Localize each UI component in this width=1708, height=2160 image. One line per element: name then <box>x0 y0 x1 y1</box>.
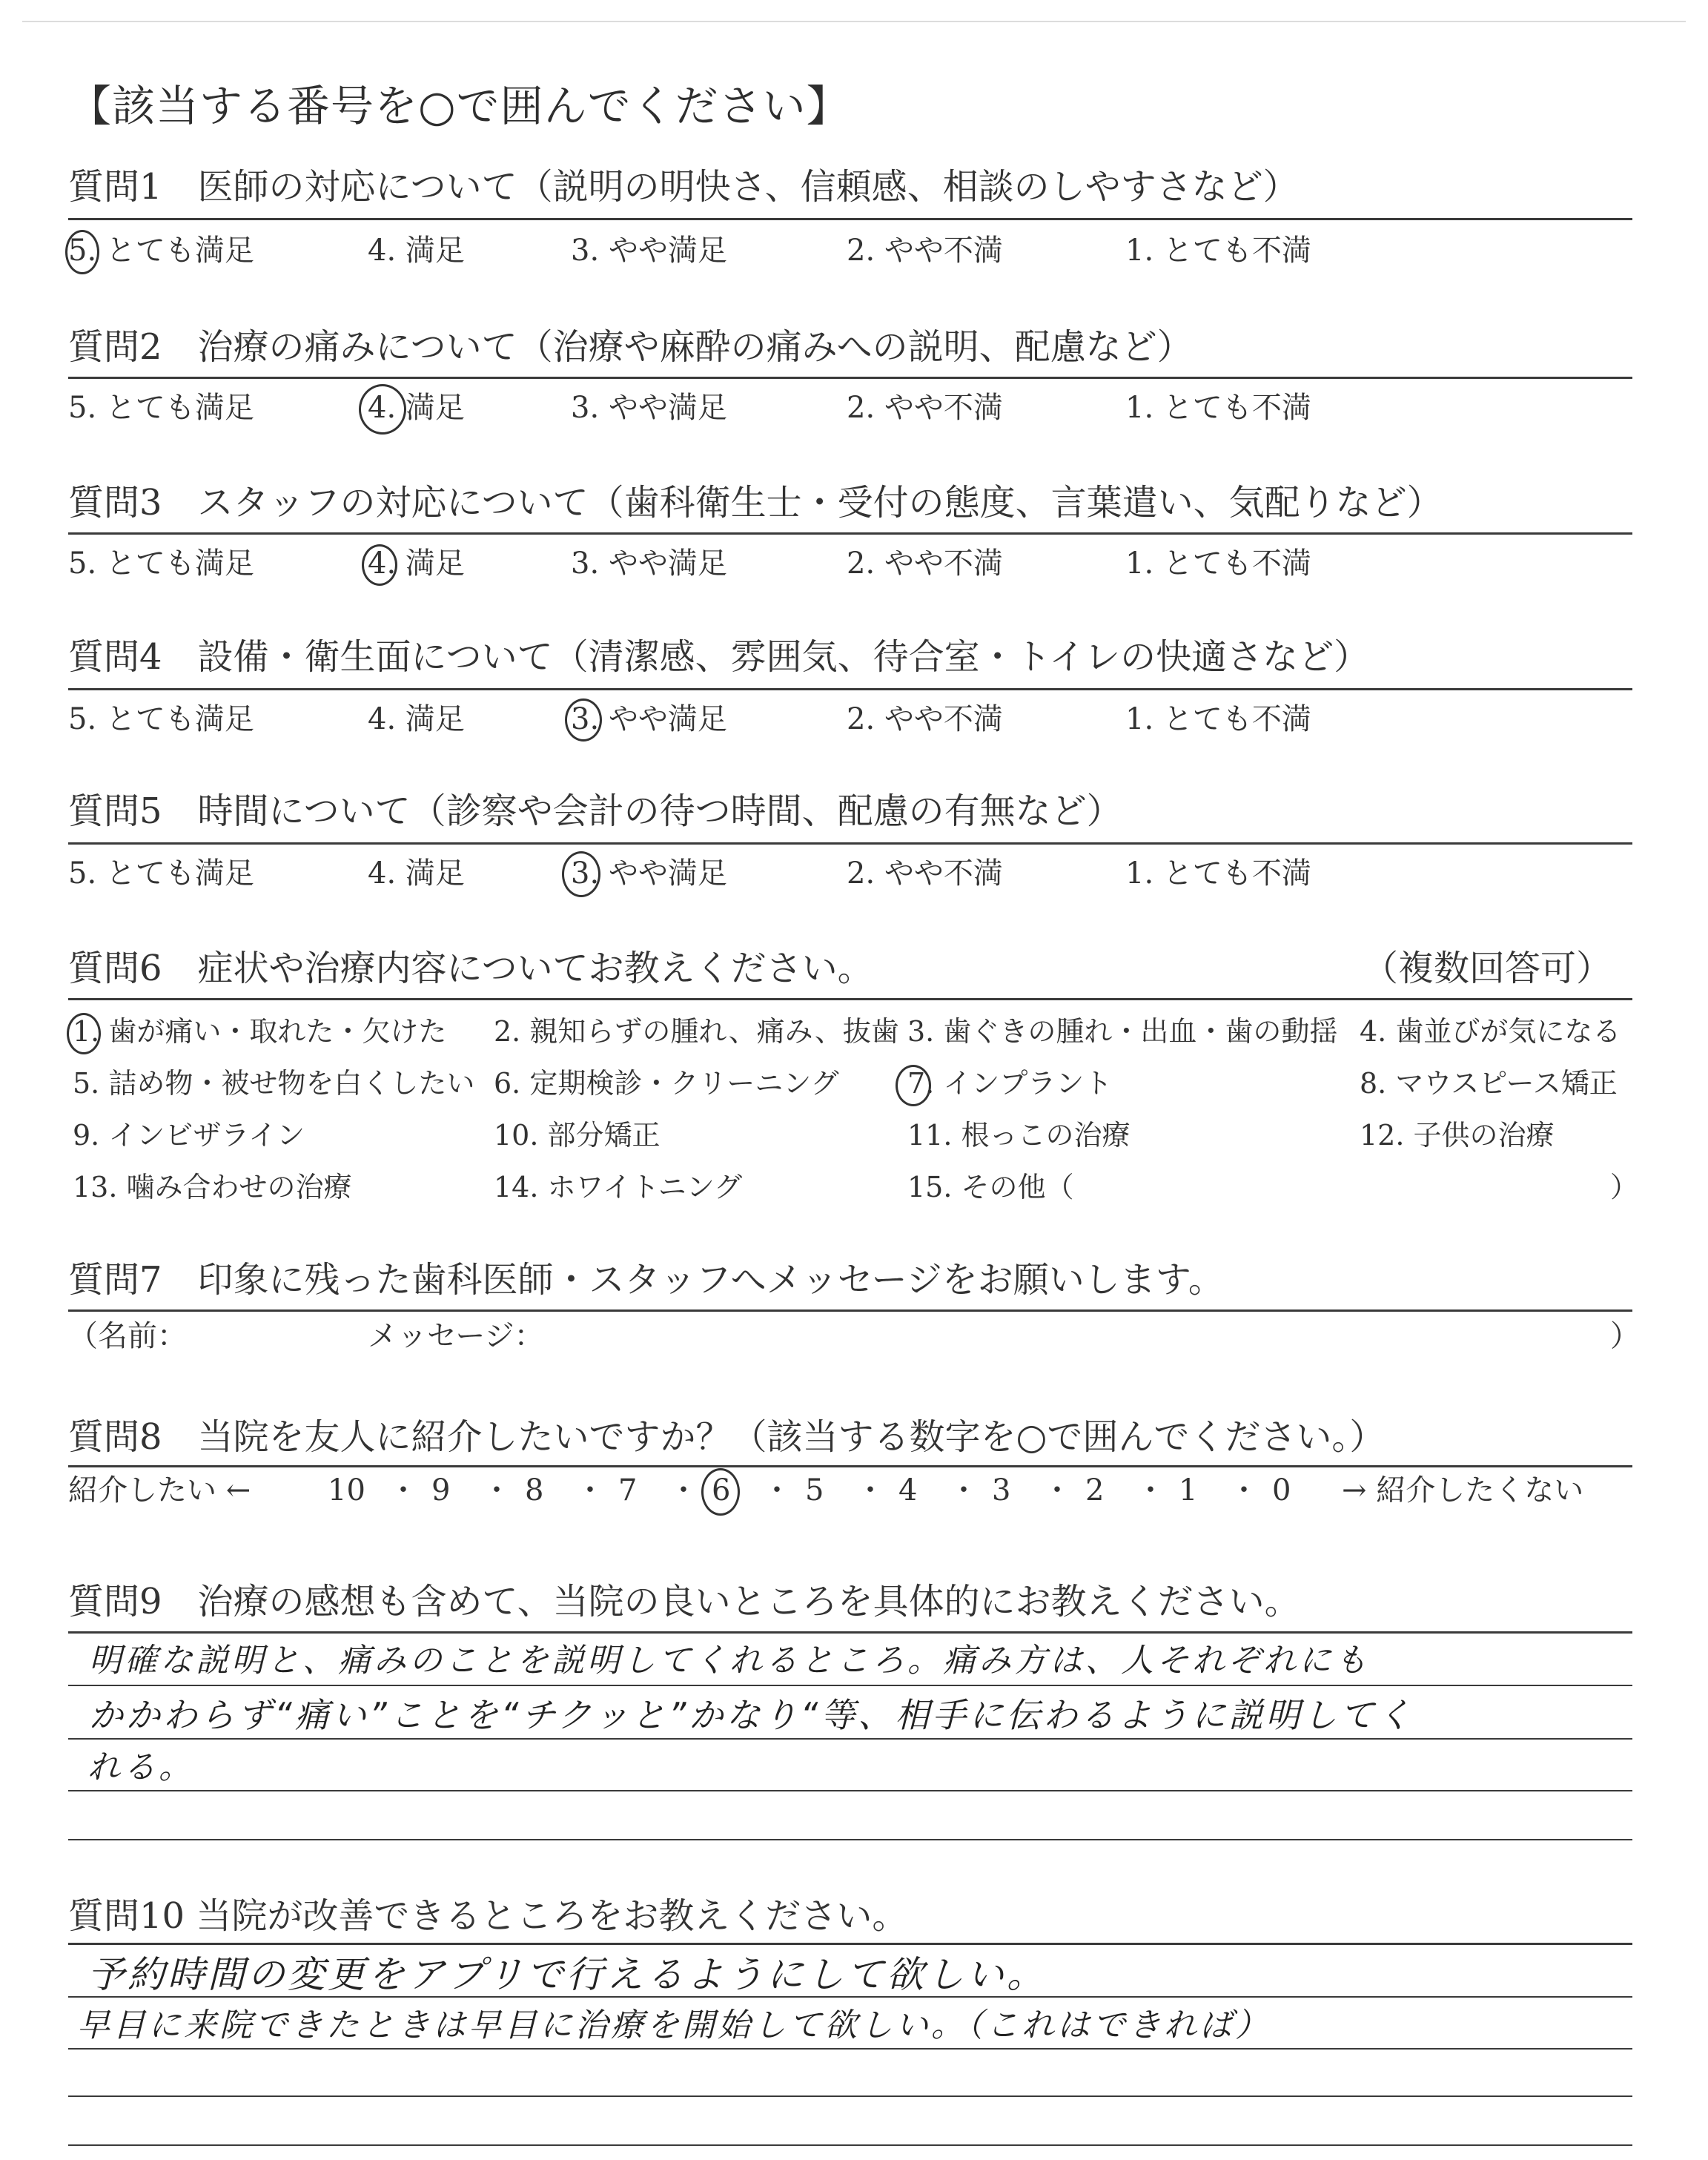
q7-rule <box>68 1309 1632 1312</box>
q8-dot: ・ <box>1229 1473 1259 1507</box>
q10-answer-rule-1 <box>68 1996 1632 1998</box>
q4-option-4[interactable]: 4. 満足 <box>368 702 465 736</box>
q3-option-1[interactable]: 1. とても不満 <box>1125 546 1311 581</box>
q7-name-label: （名前： <box>68 1319 187 1353</box>
q8-dot: ・ <box>949 1473 979 1507</box>
q6-selected-circle-7 <box>896 1065 931 1106</box>
q1-rule <box>68 218 1632 220</box>
q8-rule <box>68 1465 1632 1467</box>
q8-dot: ・ <box>575 1473 605 1507</box>
q5-option-2[interactable]: 2. やや不満 <box>847 856 1003 891</box>
q8-scale-6[interactable]: 6 <box>712 1473 731 1507</box>
q8-scale-9[interactable]: 9 <box>431 1473 451 1507</box>
q8-scale-1[interactable]: 1 <box>1179 1473 1198 1507</box>
q2-option-5[interactable]: 5. とても満足 <box>68 391 254 425</box>
q3-option-4[interactable]: 4. 満足 <box>368 546 465 581</box>
q8-scale-0[interactable]: 0 <box>1272 1473 1291 1507</box>
q5-option-5[interactable]: 5. とても満足 <box>68 856 254 891</box>
q8-right-label: → 紹介したくない <box>1342 1473 1584 1507</box>
q8-scale-5[interactable]: 5 <box>805 1473 824 1507</box>
q2-option-1[interactable]: 1. とても不満 <box>1125 391 1311 425</box>
q8-scale <box>68 1473 1632 1513</box>
q1-option-1[interactable]: 1. とても不満 <box>1125 234 1311 268</box>
q8-scale-10[interactable]: 10 <box>328 1473 365 1507</box>
q8-scale-2[interactable]: 2 <box>1085 1473 1105 1507</box>
q10-answer-rule-3 <box>68 2095 1632 2097</box>
q6-item-14[interactable]: 14. ホワイトニング <box>494 1171 743 1203</box>
q4-rule <box>68 688 1632 690</box>
q1-selected-circle <box>65 230 99 274</box>
q2-option-3[interactable]: 3. やや満足 <box>571 391 727 425</box>
q10-rule <box>68 1943 1632 1945</box>
q1-option-2[interactable]: 2. やや不満 <box>847 234 1003 268</box>
q7-message-label: メッセージ： <box>368 1319 544 1353</box>
q1-title: 質問1 医師の対応について（説明の明快さ、信頼感、相談のしやすさなど） <box>68 166 1299 208</box>
q1-option-4[interactable]: 4. 満足 <box>368 234 465 268</box>
q8-title: 質問8 当院を友人に紹介したいですか？（該当する数字を○で囲んでください。） <box>68 1416 1386 1458</box>
q6-item-4[interactable]: 4. 歯並びが気になる <box>1360 1015 1621 1048</box>
q2-rule <box>68 377 1632 379</box>
q5-selected-circle <box>562 851 600 897</box>
q6-item-10[interactable]: 10. 部分矯正 <box>494 1119 661 1152</box>
q6-item-12[interactable]: 12. 子供の治療 <box>1360 1119 1555 1152</box>
q9-answer-rule-4 <box>68 1839 1632 1840</box>
q6-item-13[interactable]: 13. 噛み合わせの治療 <box>73 1171 352 1203</box>
page-title: 【該当する番号を○で囲んでください】 <box>68 81 850 131</box>
q6-rule <box>68 998 1632 1000</box>
q10-answer-line-2: 早目に来院できたときは早目に治療を開始して欲しい。（これはできれば） <box>77 2007 1271 2044</box>
q6-item-6[interactable]: 6. 定期検診・クリーニング <box>494 1067 839 1100</box>
q2-option-4[interactable]: 4. 満足 <box>368 391 465 425</box>
q6-item-5[interactable]: 5. 詰め物・被せ物を白くしたい <box>73 1067 475 1100</box>
q6-title: 質問6 症状や治療内容についてお教えください。 <box>68 948 873 989</box>
q10-title: 質問10 当院が改善できるところをお教えください。 <box>68 1895 908 1937</box>
q6-item-3[interactable]: 3. 歯ぐきの腫れ・出血・歯の動揺 <box>907 1015 1338 1048</box>
q5-option-4[interactable]: 4. 満足 <box>368 856 465 891</box>
q6-item-1[interactable]: 1. 歯が痛い・取れた・欠けた <box>73 1015 447 1048</box>
q10-answer-rule-4 <box>68 2144 1632 2146</box>
q6-item-2[interactable]: 2. 親知らずの腫れ、痛み、抜歯 <box>494 1015 899 1048</box>
q4-option-3[interactable]: 3. やや満足 <box>571 702 727 736</box>
q8-left-label: 紹介したい ← <box>68 1473 251 1507</box>
q5-rule <box>68 842 1632 845</box>
q8-scale-7[interactable]: 7 <box>618 1473 638 1507</box>
q4-selected-circle <box>565 698 602 742</box>
q3-title: 質問3 スタッフの対応について（歯科衛生士・受付の態度、言葉遣い、気配りなど） <box>68 482 1443 524</box>
q6-item-11[interactable]: 11. 根っこの治療 <box>907 1119 1131 1152</box>
q8-selected-circle <box>701 1468 740 1516</box>
q2-title: 質問2 治療の痛みについて（治療や麻酔の痛みへの説明、配慮など） <box>68 326 1193 368</box>
q8-dot: ・ <box>482 1473 512 1507</box>
q9-title: 質問9 治療の感想も含めて、当院の良いところを具体的にお教えください。 <box>68 1581 1300 1622</box>
q4-option-5[interactable]: 5. とても満足 <box>68 702 254 736</box>
q8-scale-8[interactable]: 8 <box>525 1473 544 1507</box>
q4-title: 質問4 設備・衛生面について（清潔感、雰囲気、待合室・トイレの快適さなど） <box>68 636 1370 678</box>
q9-rule <box>68 1631 1632 1634</box>
q9-answer-line-2: かかわらず“痛い”ことを“チクッと”かなり“等、相手に伝わるように説明してく <box>89 1695 1414 1735</box>
q1-option-3[interactable]: 3. やや満足 <box>571 234 727 268</box>
q5-title: 質問5 時間について（診察や会計の待つ時間、配慮の有無など） <box>68 790 1122 832</box>
q3-selected-circle <box>362 544 397 586</box>
q5-option-1[interactable]: 1. とても不満 <box>1125 856 1311 891</box>
q8-dot: ・ <box>855 1473 885 1507</box>
q6-item-8[interactable]: 8. マウスピース矯正 <box>1360 1067 1618 1100</box>
q10-answer-rule-2 <box>68 2048 1632 2050</box>
q9-answer-rule-3 <box>68 1790 1632 1791</box>
q8-dot: ・ <box>388 1473 418 1507</box>
q2-selected-circle <box>359 384 406 435</box>
q8-dot: ・ <box>1042 1473 1072 1507</box>
q7-title: 質問7 印象に残った歯科医師・スタッフへメッセージをお願いします。 <box>68 1259 1224 1301</box>
q7-close-paren: ） <box>1610 1319 1640 1353</box>
q6-note: （複数回答可） <box>1363 948 1612 989</box>
q10-answer-line-1: 予約時間の変更をアプリで行えるようにして欲しい。 <box>87 1953 1047 1996</box>
q4-option-2[interactable]: 2. やや不満 <box>847 702 1003 736</box>
q6-item-15[interactable]: 15. その他（ <box>907 1171 1074 1203</box>
q3-option-2[interactable]: 2. やや不満 <box>847 546 1003 581</box>
q2-option-2[interactable]: 2. やや不満 <box>847 391 1003 425</box>
q3-rule <box>68 532 1632 535</box>
q3-option-3[interactable]: 3. やや満足 <box>571 546 727 581</box>
scan-top-edge <box>22 21 1686 22</box>
q8-dot: ・ <box>1136 1473 1165 1507</box>
q9-answer-rule-1 <box>68 1685 1632 1686</box>
q3-option-5[interactable]: 5. とても満足 <box>68 546 254 581</box>
q8-scale-3[interactable]: 3 <box>992 1473 1011 1507</box>
q6-selected-circle-1 <box>67 1013 101 1054</box>
q8-dot: ・ <box>669 1473 698 1507</box>
q4-option-1[interactable]: 1. とても不満 <box>1125 702 1311 736</box>
q9-answer-line-1: 明確な説明と、痛みのことを説明してくれるところ。痛み方は、人それぞれにも <box>89 1642 1370 1680</box>
q5-option-3[interactable]: 3. やや満足 <box>571 856 727 891</box>
q9-answer-rule-2 <box>68 1738 1632 1740</box>
q8-dot: ・ <box>762 1473 792 1507</box>
q6-item-9[interactable]: 9. インビザライン <box>73 1119 305 1152</box>
q9-answer-line-3: れる。 <box>87 1748 194 1786</box>
q6-item-15-close: ） <box>1610 1171 1639 1203</box>
q1-option-5[interactable]: 5. とても満足 <box>68 234 254 268</box>
q8-scale-4[interactable]: 4 <box>898 1473 918 1507</box>
q6-item-7[interactable]: 7. インプラント <box>907 1067 1113 1100</box>
